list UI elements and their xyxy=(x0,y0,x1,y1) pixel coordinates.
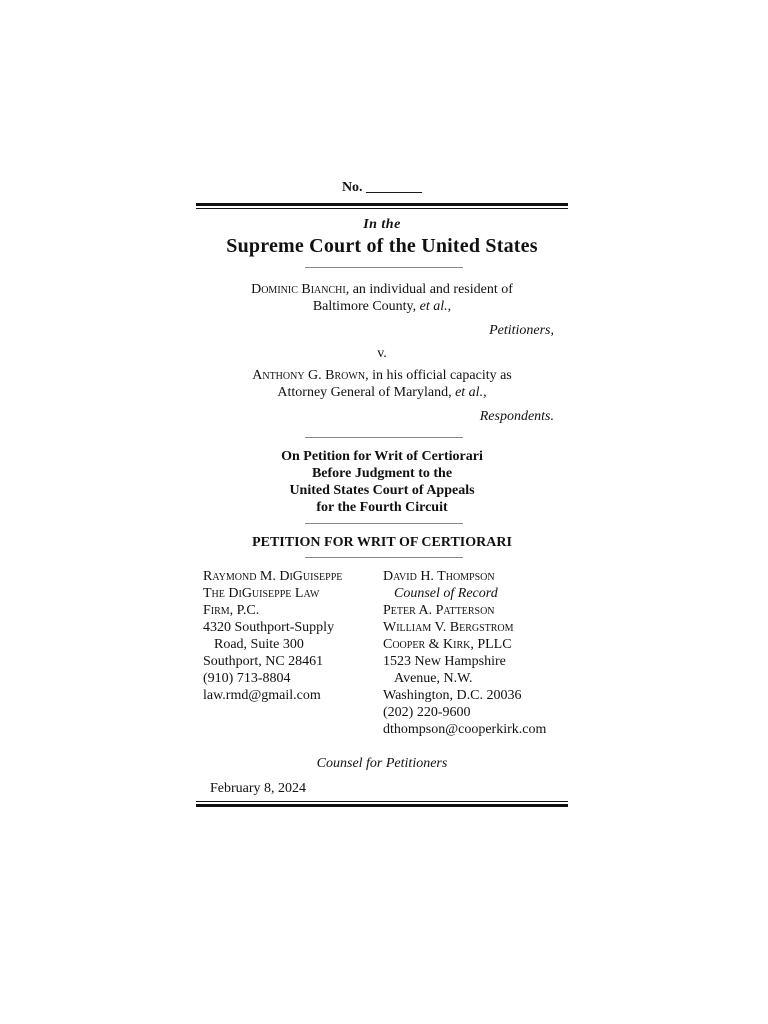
respondent-desc-2c: , xyxy=(483,385,487,400)
counsel-line: Avenue, N.W. xyxy=(394,671,473,686)
versus: v. xyxy=(377,346,387,361)
counsel-line: William V. Bergstrom xyxy=(383,620,514,635)
divider xyxy=(305,557,463,558)
counsel-line: (910) 713-8804 xyxy=(203,671,291,686)
counsel-line: Peter A. Patterson xyxy=(383,603,495,618)
respondents-label: Respondents. xyxy=(479,409,554,424)
divider xyxy=(305,267,463,268)
filing-date: February 8, 2024 xyxy=(210,781,307,796)
counsel-line: 1523 New Hampshire xyxy=(383,654,506,669)
counsel-left-column xyxy=(203,568,342,704)
docket-number: No. ________ xyxy=(341,180,423,195)
counsel-line: Raymond M. DiGuiseppe xyxy=(203,569,343,584)
petition-basis-line: for the Fourth Circuit xyxy=(316,500,448,515)
petitioner-name: Dominic Bianchi xyxy=(251,282,346,297)
petitioner-desc-2c: , xyxy=(447,299,452,314)
respondent-et-al: et al. xyxy=(455,385,484,400)
top-double-rule xyxy=(196,203,568,209)
divider xyxy=(305,437,463,438)
respondent-desc-1: , in his official capacity as xyxy=(365,368,512,383)
petition-basis-line: On Petition for Writ of Certiorari xyxy=(281,449,483,464)
petitioner-desc-1: , an individual and resident of xyxy=(345,282,513,297)
counsel-of-record: Counsel of Record xyxy=(394,586,498,601)
petition-basis-line: United States Court of Appeals xyxy=(289,483,475,498)
respondent-name: Anthony G. Brown xyxy=(252,368,366,383)
counsel-line: Washington, D.C. 20036 xyxy=(383,688,522,703)
petitioners-label: Petitioners, xyxy=(489,323,554,338)
petition-basis xyxy=(196,448,568,516)
counsel-line: Road, Suite 300 xyxy=(214,637,304,652)
petitioner-et-al: et al. xyxy=(419,299,448,314)
in-the-heading: In the xyxy=(363,217,401,232)
counsel-line: David H. Thompson xyxy=(383,569,495,584)
petitioner-block xyxy=(196,281,568,315)
counsel-for-petitioners: Counsel for Petitioners xyxy=(316,756,448,771)
respondent-desc-2a: Attorney General of Maryland, xyxy=(277,385,456,400)
divider xyxy=(305,523,463,524)
counsel-line: Southport, NC 28461 xyxy=(203,654,324,669)
counsel-right-column xyxy=(383,568,546,738)
counsel-email: dthompson@cooperkirk.com xyxy=(383,722,547,737)
counsel-line: The DiGuiseppe Law xyxy=(203,586,320,601)
counsel-line: Firm, P.C. xyxy=(203,603,260,618)
counsel-line: (202) 220-9600 xyxy=(383,705,471,720)
counsel-email: law.rmd@gmail.com xyxy=(203,688,321,703)
petition-basis-line: Before Judgment to the xyxy=(311,466,453,481)
court-name: Supreme Court of the United States xyxy=(226,235,538,257)
counsel-line: Cooper & Kirk, PLLC xyxy=(383,637,512,652)
counsel-line: 4320 Southport-Supply xyxy=(203,620,335,635)
document-title: PETITION FOR WRIT OF CERTIORARI xyxy=(252,535,512,550)
bottom-double-rule xyxy=(196,801,568,807)
respondent-block xyxy=(196,367,568,401)
petitioner-desc-2a: Baltimore County, xyxy=(312,299,420,314)
